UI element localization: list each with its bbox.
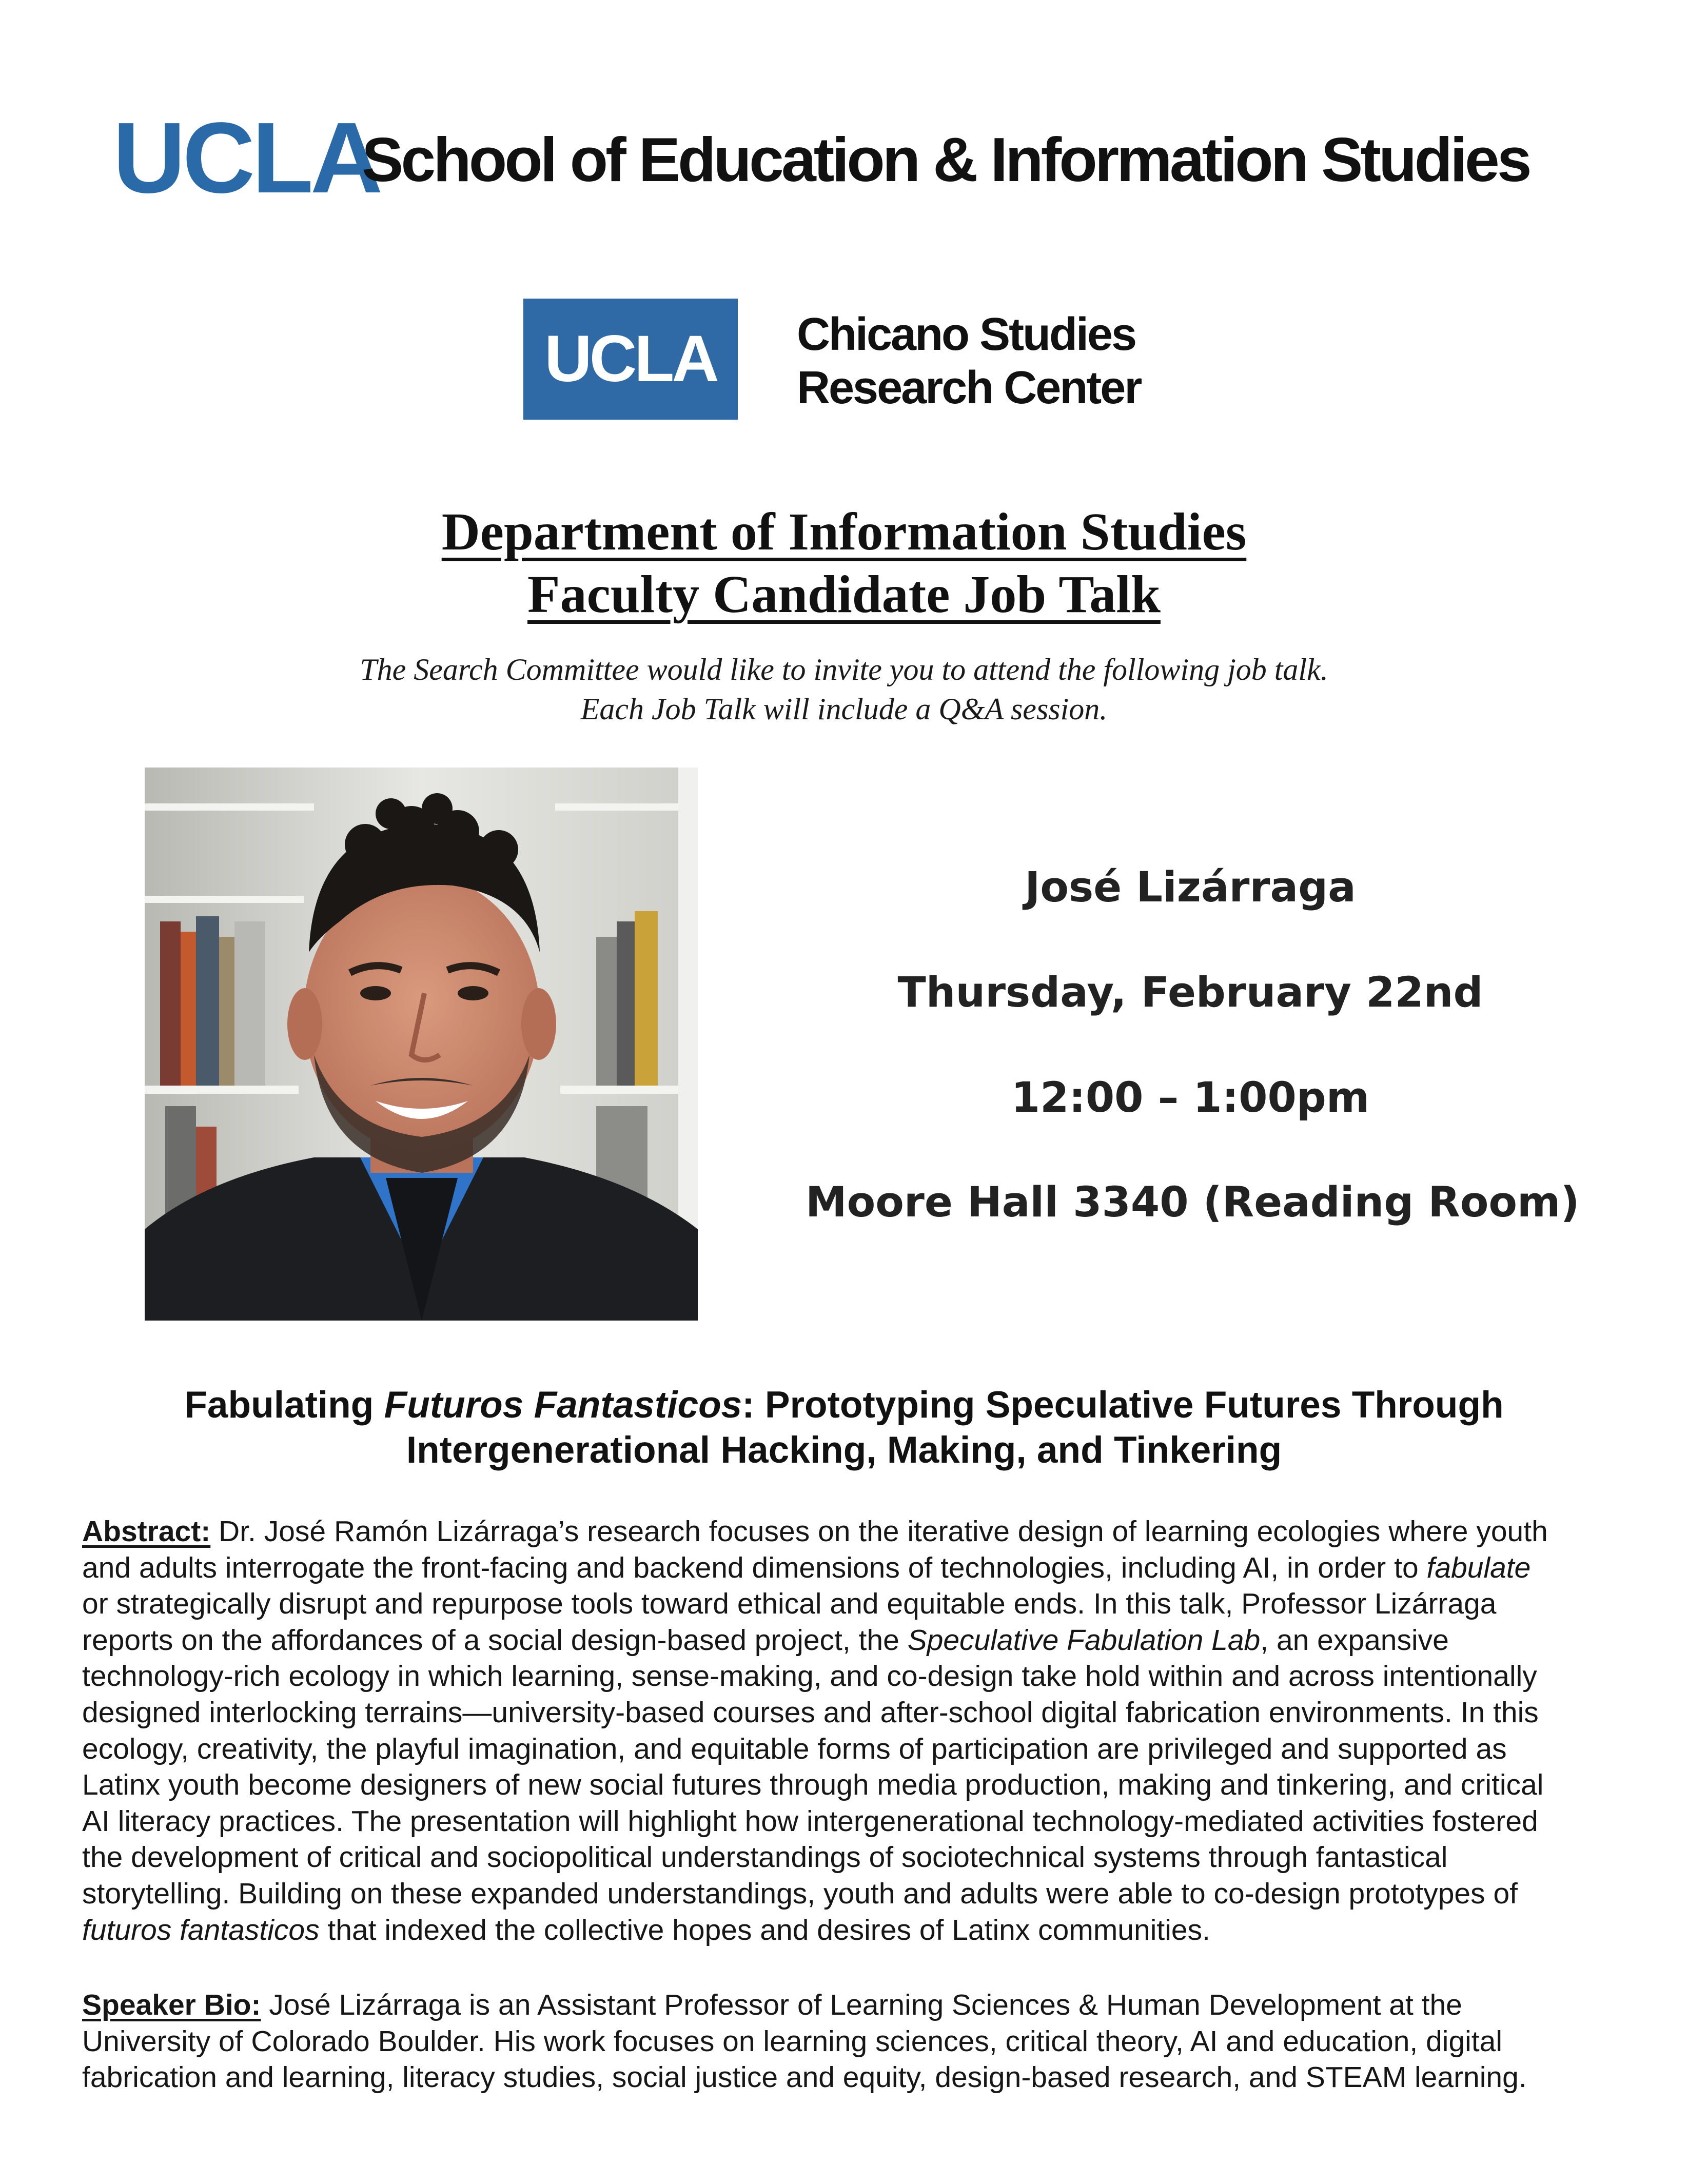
page-title-line1 [0, 502, 1688, 561]
bio-line: José Lizárraga is an Assistant Professor of Learning Sciences & Human Development at the [261, 1989, 1462, 2021]
abstract-line: designed interlocking terrains—university-based courses and after-school digital fabrication environments. In this [82, 1696, 1539, 1729]
abstract-line: Latinx youth become designers of new social futures through media production, making and tinkering, and critical [82, 1768, 1544, 1802]
abstract-italic: fabulate [1426, 1551, 1531, 1584]
event-date: Thursday, February 22nd [897, 969, 1483, 1017]
abstract-line: and adults interrogate the front-facing and backend dimensions of technologies, including AI, in order to [82, 1551, 1427, 1584]
department-title: Department of Information Studies [441, 502, 1247, 561]
csrc-name-line1: Chicano Studies [797, 309, 1136, 360]
abstract-line: the development of critical and sociopolitical understandings of sociotechnical systems through fantastical [82, 1841, 1448, 1874]
talk-title-italic: Futuros Fantasticos [384, 1384, 742, 1426]
abstract-line: , an expansive [1260, 1623, 1449, 1657]
page-title-line2 [0, 565, 1688, 624]
abstract-label: Abstract: [82, 1515, 211, 1548]
csrc-logo-box [523, 299, 738, 420]
invite-text-line2: Each Job Talk will include a Q&A session. [580, 692, 1108, 726]
school-name: School of Education & Information Studies [362, 125, 1529, 194]
invite-text-line1: The Search Committee would like to invite you to attend the following job talk. [360, 653, 1328, 686]
talk-title-line2: Intergenerational Hacking, Making, and Tinkering [406, 1429, 1282, 1471]
abstract-line: storytelling. Building on these expanded understandings, youth and adults were able to co-design prototypes of [82, 1877, 1518, 1910]
speaker-name: José Lizárraga [1025, 863, 1356, 912]
talk-title-line1 [0, 1383, 1688, 1428]
event-location: Moore Hall 3340 (Reading Room) [806, 1178, 1580, 1227]
csrc-name [797, 308, 1141, 415]
bio-line: University of Colorado Boulder. His work focuses on learning sciences, critical theory, AI and education, digital [82, 2024, 1503, 2058]
talk-title-part-a: Fabulating [184, 1384, 384, 1426]
job-talk-title: Faculty Candidate Job Talk [527, 565, 1161, 624]
talk-title-part-c: : Prototyping Speculative Futures Through [742, 1384, 1504, 1426]
abstract-line: or strategically disrupt and repurpose tools toward ethical and equitable ends. In this talk, Professor Lizárraga [82, 1587, 1497, 1621]
abstract-line: technology-rich ecology in which learning, sense-making, and co-design take hold within and across intentionally [82, 1660, 1537, 1693]
csrc-logo-text: UCLA [544, 322, 717, 396]
abstract-line: ecology, creativity, the playful imagination, and equitable forms of participation are privileged and supported as [82, 1732, 1507, 1765]
event-time: 12:00 – 1:00pm [1011, 1074, 1370, 1122]
csrc-name-line2: Research Center [797, 362, 1141, 414]
abstract-italic: Speculative Fabulation Lab [907, 1623, 1261, 1657]
speaker-photo [145, 768, 698, 1321]
bio-line: fabrication and learning, literacy studies, social justice and equity, design-based research, and STEAM learning. [82, 2061, 1527, 2094]
abstract-italic: futuros fantasticos [82, 1913, 320, 1946]
abstract-line: AI literacy practices. The presentation will highlight how intergenerational technology-mediated activities fostered [82, 1804, 1538, 1838]
abstract-line: Dr. José Ramón Lizárraga’s research focuses on the iterative design of learning ecologies where youth [210, 1515, 1548, 1548]
bio-label: Speaker Bio: [82, 1989, 261, 2021]
speaker-bio [82, 1987, 1621, 2096]
abstract-line: that indexed the collective hopes and desires of Latinx communities. [319, 1913, 1210, 1946]
ucla-logo: UCLA [113, 102, 380, 214]
abstract-line: reports on the affordances of a social design-based project, the [82, 1623, 908, 1657]
abstract [82, 1513, 1621, 1948]
